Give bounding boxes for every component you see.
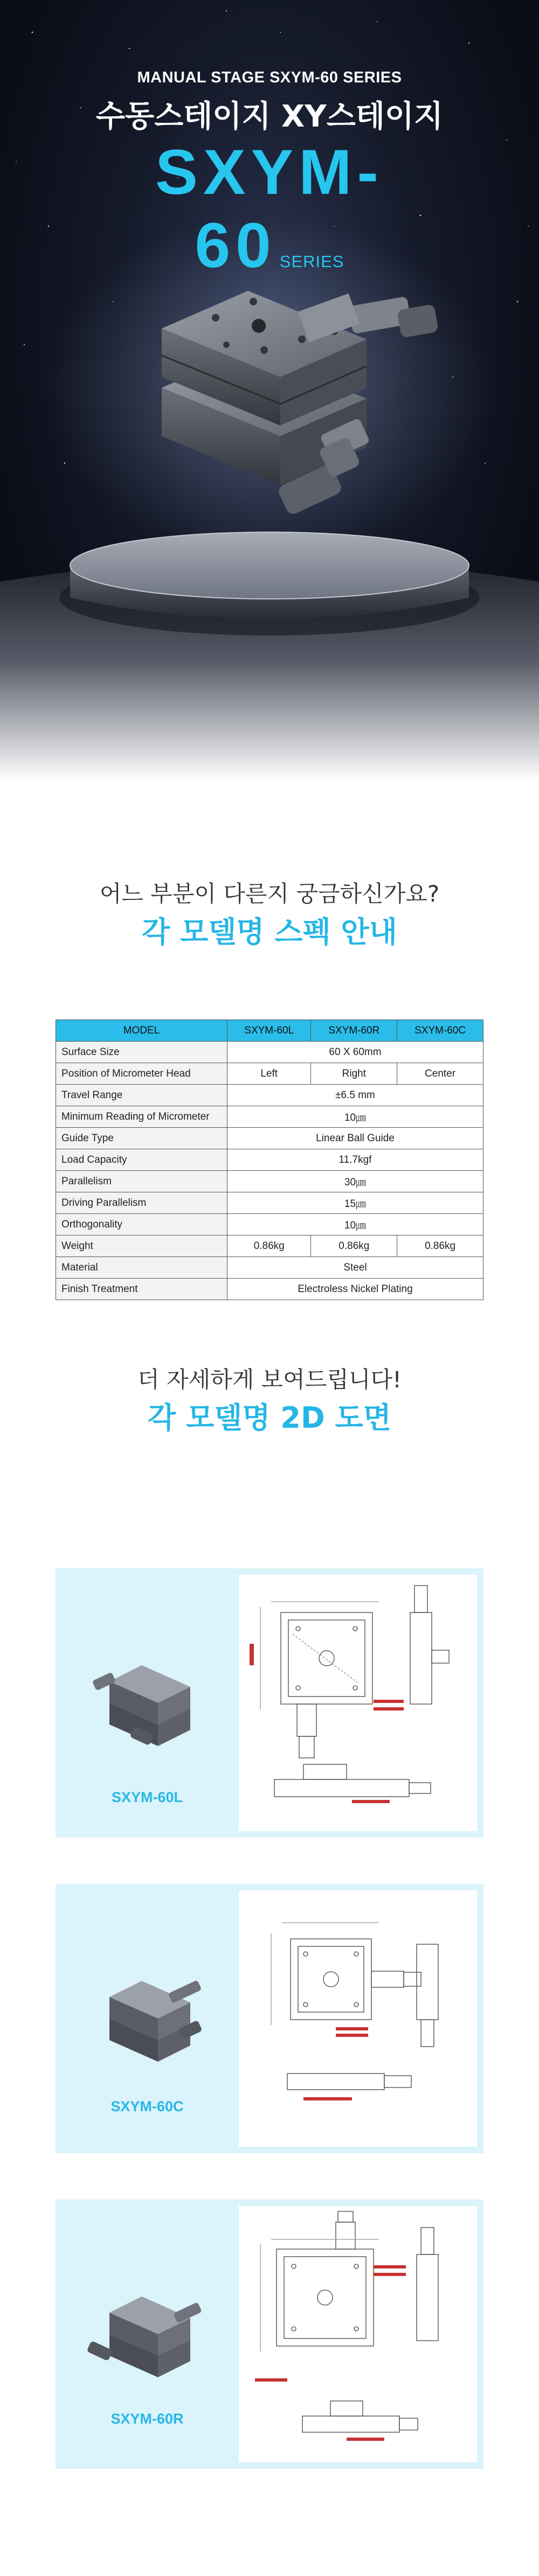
row-value: 0.86kg [311, 1235, 397, 1257]
row-value: 30㎛ [227, 1171, 483, 1192]
spec-table-header [56, 1020, 483, 1042]
row-value: Linear Ball Guide [227, 1128, 483, 1149]
table-row [56, 1106, 483, 1128]
table-row [56, 1042, 483, 1063]
header-col-1: SXYM-60L [227, 1020, 311, 1042]
row-value: 0.86kg [397, 1235, 483, 1257]
row-label: Minimum Reading of Micrometer [56, 1106, 227, 1128]
table-row [56, 1171, 483, 1192]
hero-model-name [97, 136, 442, 282]
drawing-card [239, 2206, 477, 2462]
row-value: 15㎛ [227, 1192, 483, 1214]
model-name: SXYM-60 [155, 137, 384, 281]
drawing-card [239, 1575, 477, 1831]
row-value: 0.86kg [227, 1235, 311, 1257]
model-label: SXYM-60R [110, 2411, 184, 2427]
spec-table [56, 1020, 483, 1300]
stage-photo [56, 2200, 239, 2469]
table-row [56, 1063, 483, 1085]
row-value: Right [311, 1063, 397, 1085]
row-value: Center [397, 1063, 483, 1085]
technical-drawing [239, 1575, 477, 1831]
row-value: ±6.5 mm [227, 1085, 483, 1106]
row-label: Load Capacity [56, 1149, 227, 1171]
drawing-panel-l [56, 1568, 483, 1838]
drawing-question: 더 자세하게 보여드립니다! [137, 1366, 402, 1393]
technical-drawing [239, 2206, 477, 2462]
row-label: Weight [56, 1235, 227, 1257]
spec-question: 어느 부분이 다른지 궁금하신가요? [99, 881, 440, 907]
hero-banner [0, 0, 539, 781]
row-label: Position of Micrometer Head [56, 1063, 227, 1085]
header-col-3: SXYM-60C [397, 1020, 483, 1042]
row-label: Material [56, 1257, 227, 1279]
row-value: 10㎛ [227, 1214, 483, 1235]
row-value: 10㎛ [227, 1106, 483, 1128]
hero-title: 수동스테이지 XY스테이지 [95, 99, 444, 134]
series-label: SERIES [279, 252, 344, 271]
drawing-card [239, 1890, 477, 2147]
header-col-2: SXYM-60R [311, 1020, 397, 1042]
table-row [56, 1085, 483, 1106]
row-value: Steel [227, 1257, 483, 1279]
row-label: Guide Type [56, 1128, 227, 1149]
table-row [56, 1192, 483, 1214]
row-label: Driving Parallelism [56, 1192, 227, 1214]
row-value: 11.7kgf [227, 1149, 483, 1171]
table-row [56, 1149, 483, 1171]
spec-heading: 각 모델명 스펙 안내 [142, 915, 397, 949]
row-label: Finish Treatment [56, 1279, 227, 1300]
technical-drawing [239, 1890, 477, 2147]
model-label: SXYM-60C [110, 2098, 184, 2114]
hero-subtitle: MANUAL STAGE SXYM-60 SERIES [137, 69, 402, 86]
table-row [56, 1235, 483, 1257]
row-label: Surface Size [56, 1042, 227, 1063]
table-row [56, 1279, 483, 1300]
table-row [56, 1128, 483, 1149]
drawing-panel-r [56, 2200, 483, 2469]
row-label: Orthogonality [56, 1214, 227, 1235]
drawing-panel-c [56, 1884, 483, 2153]
header-model: MODEL [56, 1020, 227, 1042]
table-row [56, 1214, 483, 1235]
model-label: SXYM-60L [111, 1789, 183, 1805]
drawing-heading: 각 모델명 2D 도면 [148, 1401, 391, 1435]
row-value: Left [227, 1063, 311, 1085]
table-row [56, 1257, 483, 1279]
row-label: Travel Range [56, 1085, 227, 1106]
row-value: 60 X 60mm [227, 1042, 483, 1063]
row-label: Parallelism [56, 1171, 227, 1192]
row-value: Electroless Nickel Plating [227, 1279, 483, 1300]
